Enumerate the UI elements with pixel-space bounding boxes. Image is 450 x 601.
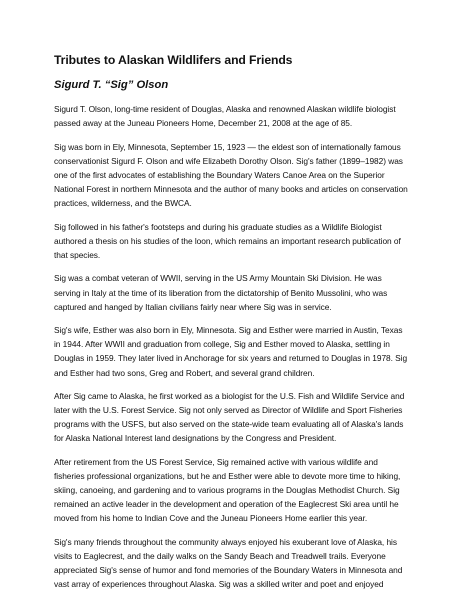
paragraph-military-service: Sig was a combat veteran of WWII, serving in the US Army Mountain Ski Division. He was serving in Italy at the time of its liberation from the dictatorship of Benito Mussolini, who was captured and hanged by Italian civilians fairly near where Sig was in service.	[54, 273, 388, 312]
paragraph-obituary-intro: Sigurd T. Olson, long-time resident of Douglas, Alaska and renowned Alaskan wildlife biologist passed away at the Juneau Pioneers Home, December 21, 2008 at the age of 85.	[54, 104, 396, 129]
page-title: Tributes to Alaskan Wildlifers and Friends	[54, 53, 293, 67]
paragraph-early-life: Sig was born in Ely, Minnesota, September 15, 1923 — the eldest son of internationally famous conservationist Sigurd F. Olson and wife Elizabeth Dorothy Olson. Sig's father (1899–1982) was one of the first advocates of establishing the Boundary Waters Canoe Area on the Superior National Forest in northern Minnesota and the author of many books and articles on conservation practices, wilderness, and the BWCA.	[54, 141, 408, 209]
tribute-subject-heading: Sigurd T. “Sig” Olson	[54, 79, 169, 91]
paragraph-graduate-studies: Sig followed in his father's footsteps and during his graduate studies as a Wildlife Biologist authored a thesis on his studies of the loon, which remains an important research publication of that species.	[54, 221, 401, 260]
paragraph-retirement: After retirement from the US Forest Service, Sig remained active with various wildlife and fisheries professional organizations, but he and Esther were able to devote more time to hiking, skiing, canoeing, and gardening and to various programs in the Douglas Methodist Church. Sig remained an active leader in the development and operation of the Eaglecrest Ski area until he moved from his home to Indian Cove and the Juneau Pioneers Home earlier this year.	[54, 456, 401, 524]
paragraph-career: After Sig came to Alaska, he first worked as a biologist for the U.S. Fish and Wildlife Service and later with the U.S. Forest Service. Sig not only served as Director of Wildlife and Sport Fisheries programs with the USFS, but also served on the state-wide team evaluating all of Alaska's lands for Alaska National Interest land designations by the Congress and President.	[54, 391, 405, 444]
document-page	[54, 52, 409, 601]
paragraph-community: Sig's many friends throughout the community always enjoyed his exuberant love of Alaska, his visits to Eaglecrest, and the daily walks on the Sandy Beach and Treadwell trails. Everyone appreciated Sig's sense of humor and fond memories of the Boundary Waters in Minnesota and vast array of experiences throughout Alaska. Sig was a skilled writer and poet and enjoyed	[54, 536, 403, 590]
paragraph-family: Sig's wife, Esther was also born in Ely, Minnesota. Sig and Esther were married in Austin, Texas in 1944. After WWII and graduation from college, Sig and Esther moved to Alaska, settling in Douglas in 1959. They later lived in Anchorage for six years and returned to Douglas in 1978. Sig and Esther had two sons, Greg and Robert, and several grand children.	[54, 325, 408, 378]
